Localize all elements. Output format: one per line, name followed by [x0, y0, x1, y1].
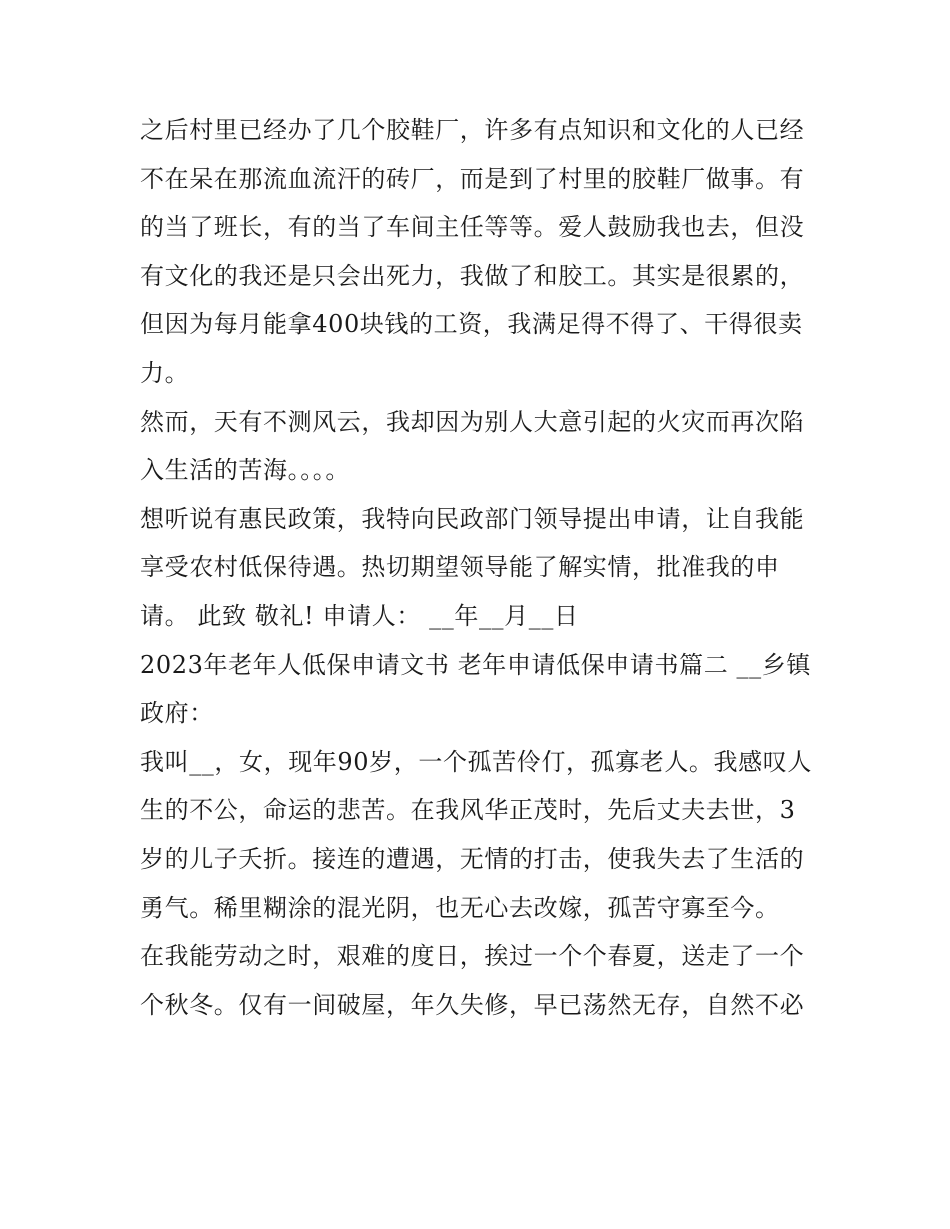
paragraph-fire-disaster: 然而，天有不测风云，我却因为别人大意引起的火灾而再次陷入生活的苦海。。。。	[140, 407, 805, 485]
paragraph-hard-life: 在我能劳动之时，艰难的度日，挨过一个个春夏，送走了一个个秋冬。仅有一间破屋，年久失修，早已荡然无存，自然不必	[140, 942, 805, 1019]
paragraph-application-request: 想听说有惠民政策，我特向民政部门领导提出申请，让自我能享受农村低保待遇。热切期望领导能了解实情，批准我的申请。 此致 敬礼! 申请人： __年__月__日	[140, 504, 805, 630]
paragraph-section-heading: 2023年老年人低保申请文书 老年申请低保申请书篇二 __乡镇政府：	[140, 650, 811, 728]
paragraph-factory-work: 之后村里已经办了几个胶鞋厂，许多有点知识和文化的人已经不在呆在那流血流汗的砖厂，而是到了村里的胶鞋厂做事。有的当了班长，有的当了车间主任等等。爱人鼓励我也去，但没有文化的我还是只会出死力，我做了和胶工。其实是很累的，但因为每月能拿400块钱的工资，我满足得不得了、干得很卖力。	[140, 116, 805, 387]
document-body	[140, 106, 814, 1029]
paragraph-personal-history: 我叫__，女，现年90岁，一个孤苦伶仃，孤寡老人。我感叹人生的不公，命运的悲苦。在我风华正茂时，先后丈夫去世，3岁的儿子夭折。接连的遭遇，无情的打击，使我失去了生活的勇气。稀里糊涂的混光阴，也无心去改嫁，孤苦守寡至今。	[140, 747, 812, 922]
